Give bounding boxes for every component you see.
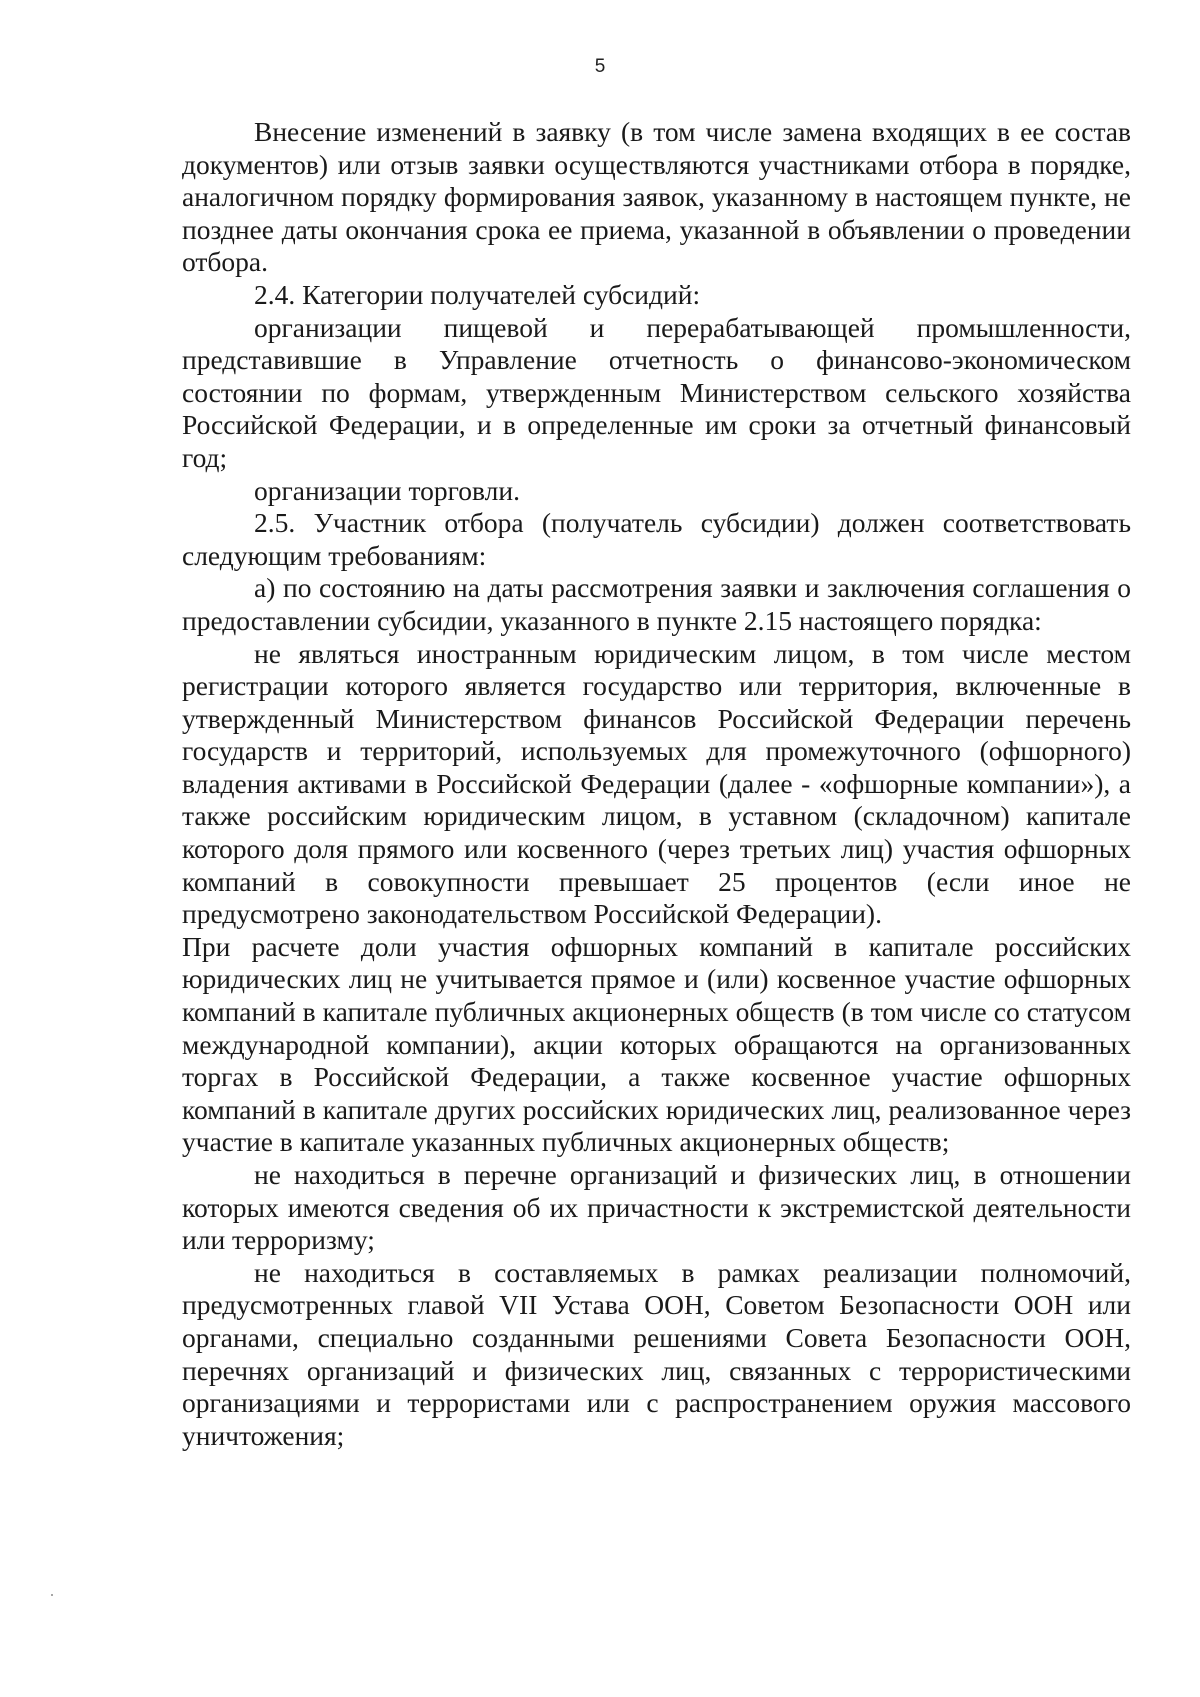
paragraph-not-extremism-list: не находиться в перечне организаций и физических лиц, в отношении которых имеются сведения об их причастности к экстремистской деятельности или терроризму; xyxy=(182,1159,1131,1256)
paragraph-offshore-share-calculation: При расчете доли участия офшорных компаний в капитале российских юридических лиц не учитывается прямое и (или) косвенное участие офшорных компаний в капитале публичных акционерных обществ (в том числе со статусом международной компании), акции которых обращаются на организованных торгах в Российской Федерации, а также косвенное участие офшорных компаний в капитале других российских юридических лиц, реализованное через участие в капитале указанных публичных акционерных обществ; xyxy=(182,930,1131,1158)
paragraph-2-4-heading: 2.4. Категории получателей субсидий: xyxy=(254,278,701,310)
scan-speck xyxy=(51,1594,53,1596)
paragraph-item-a: а) по состоянию на даты рассмотрения заявки и заключения соглашения о предоставлении субсидии, указанного в пункте 2.15 настоящего порядка: xyxy=(182,572,1131,636)
page-number: 5 xyxy=(594,56,606,77)
paragraph-trade-organizations: организации торговли. xyxy=(254,474,520,506)
document-body xyxy=(182,116,1131,1452)
paragraph-food-processing-organizations: организации пищевой и перерабатывающей промышленности, представившие в Управление отчетность о финансово-экономическом состоянии по формам, утвержденным Министерством сельского хозяйства Российской Федерации, и в определенные им сроки за отчетный финансовый год; xyxy=(182,311,1131,473)
paragraph-not-un-lists: не находиться в составляемых в рамках реализации полномочий, предусмотренных главой VII Устава ООН, Советом Безопасности ООН или органами, специально созданными решениями Совета Безопасности ООН, перечнях организаций и физических лиц, связанных с террористическими организациями и террористами или с распространением оружия массового уничтожения; xyxy=(182,1256,1131,1451)
paragraph-not-foreign-entity: не являться иностранным юридическим лицом, в том числе местом регистрации которого является государство или территория, включенные в утвержденный Министерством финансов Российской Федерации перечень государств и территорий, используемых для промежуточного (офшорного) владения активами в Российской Федерации (далее - «офшорные компании»), а также российским юридическим лицом, в уставном (складочном) капитале которого доля прямого или косвенного (через третьих лиц) участия офшорных компаний в совокупности превышает 25 процентов (если иное не предусмотрено законодательством Российской Федерации). xyxy=(182,637,1131,930)
paragraph-amendment-withdrawal: Внесение изменений в заявку (в том числе замена входящих в ее состав документов) или отзыв заявки осуществляются участниками отбора в порядке, аналогичном порядку формирования заявок, указанному в настоящем пункте, не позднее даты окончания срока ее приема, указанной в объявлении о проведении отбора. xyxy=(182,116,1131,278)
paragraph-2-5-requirements: 2.5. Участник отбора (получатель субсидии) должен соответствовать следующим требованиям: xyxy=(182,507,1131,571)
